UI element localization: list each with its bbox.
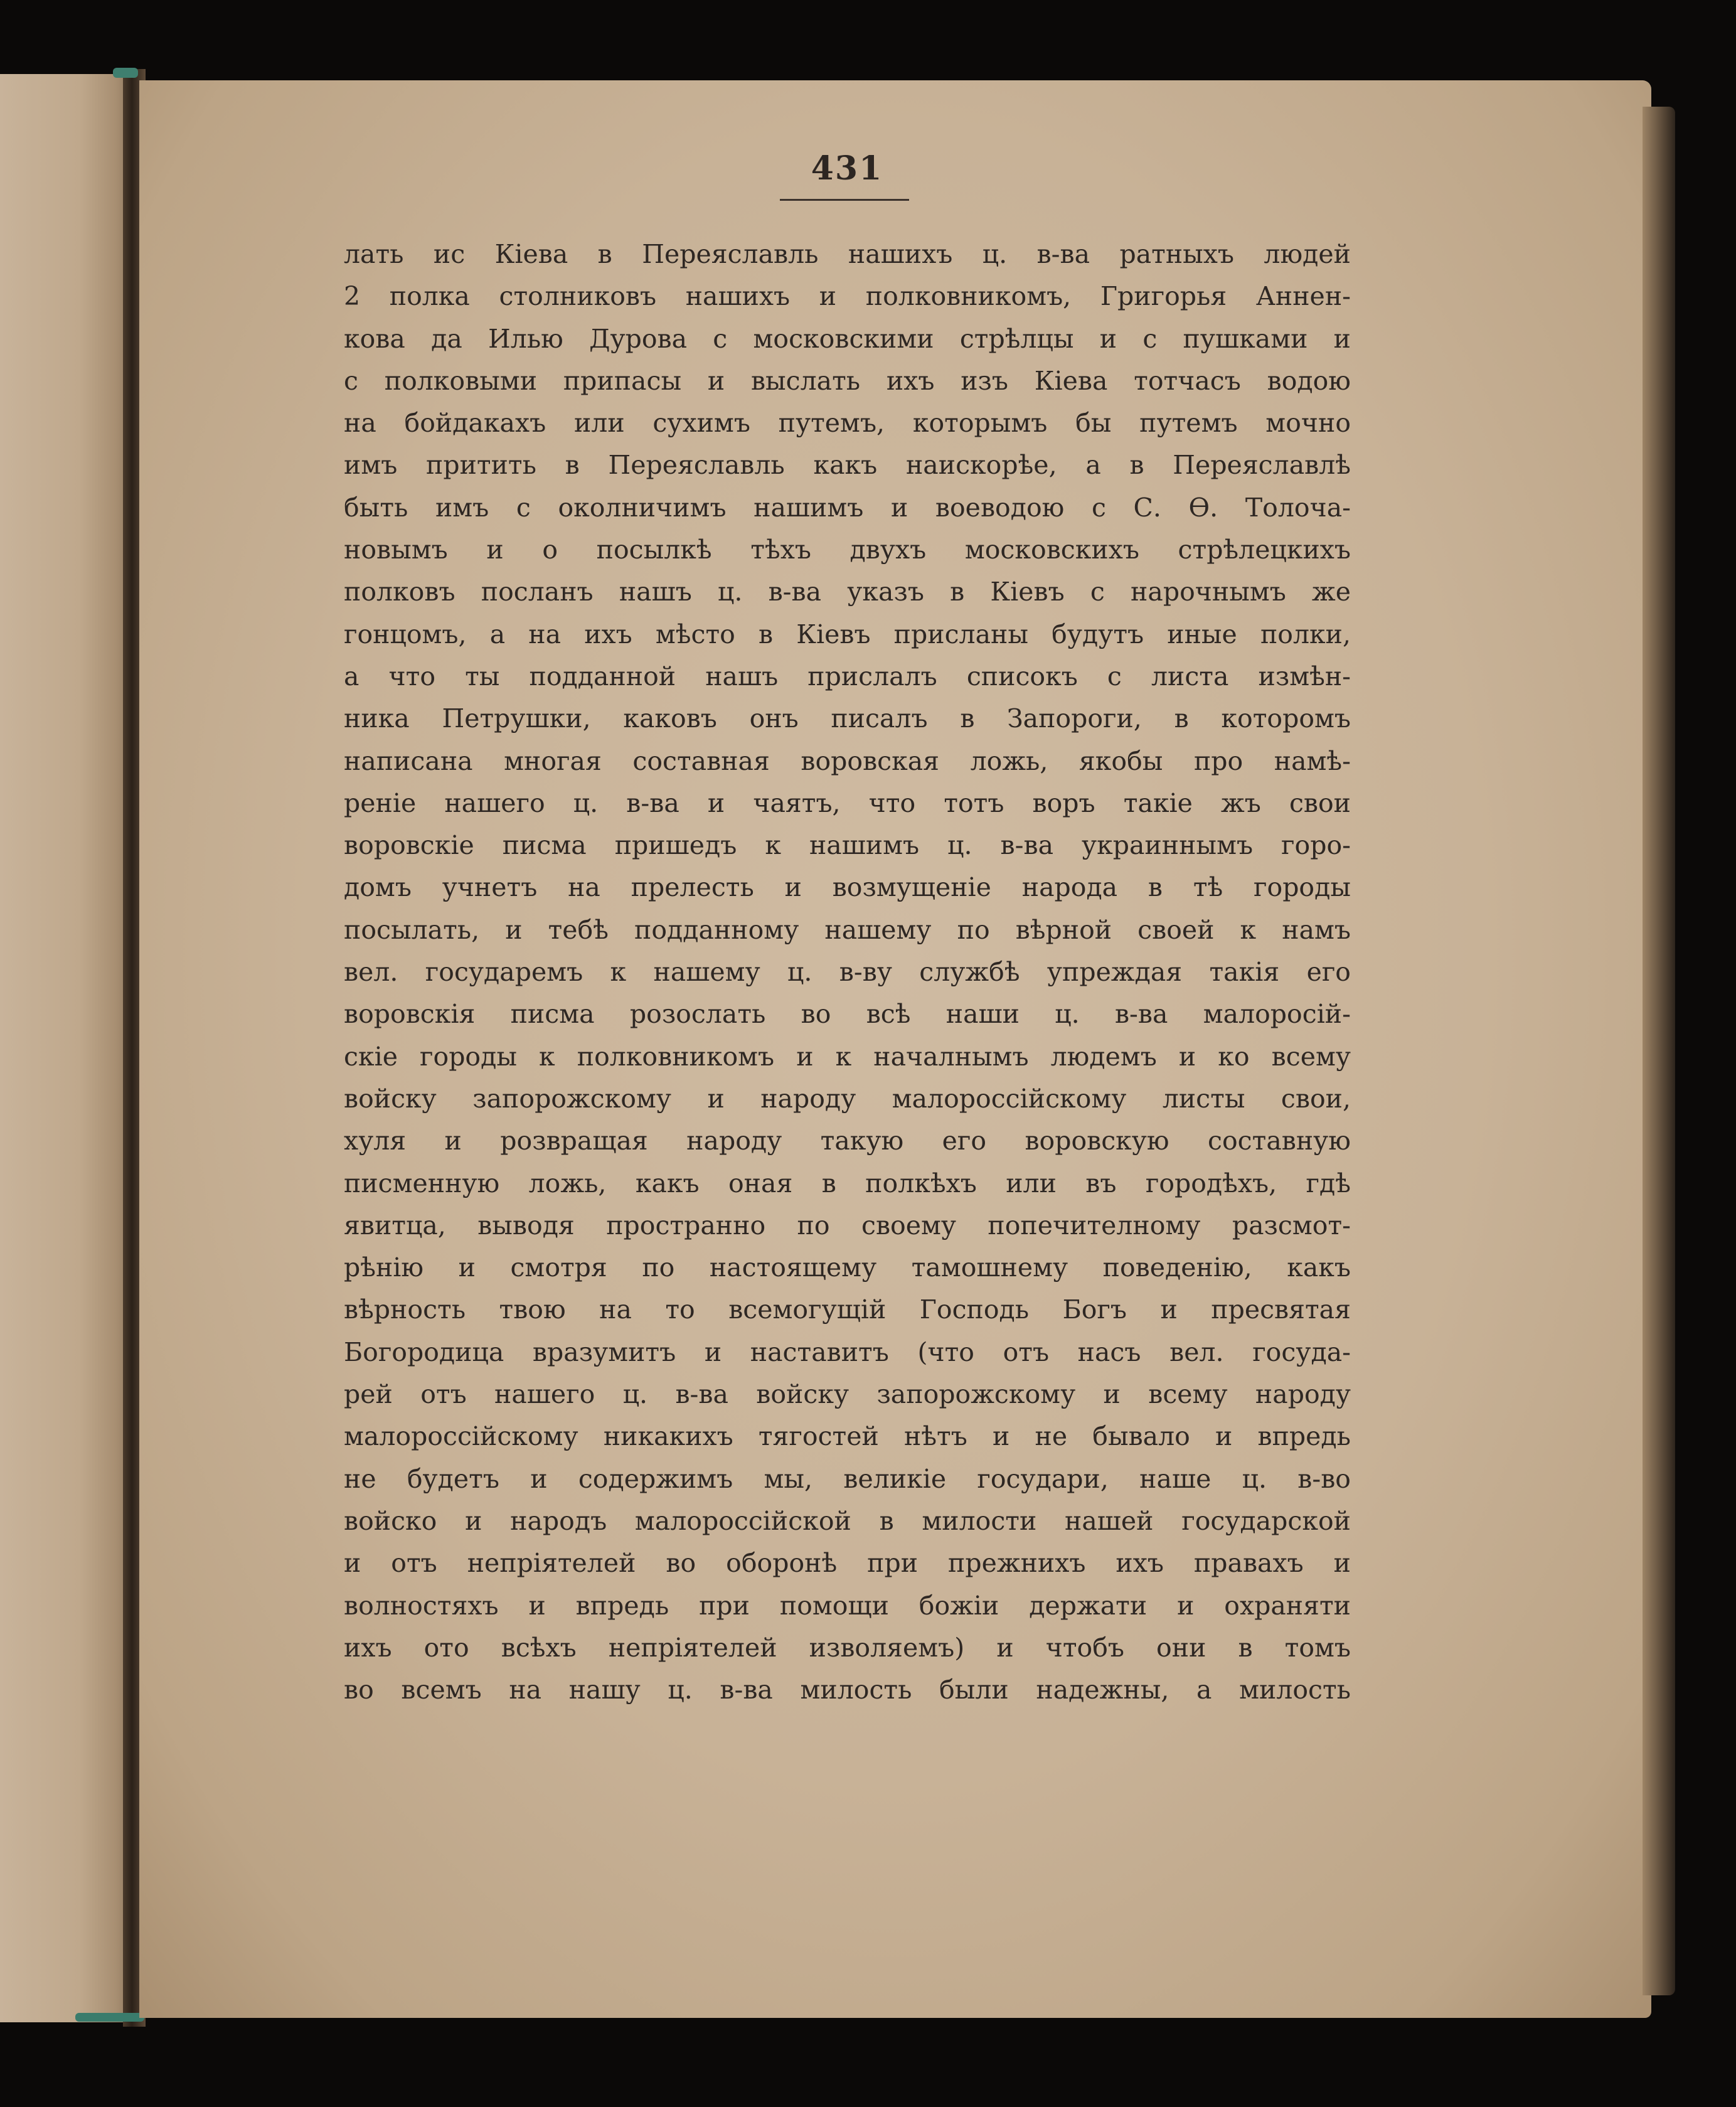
text-line: войску запорожскому и народу малороссійскому листы свои, bbox=[344, 1083, 1351, 1114]
text-line: не будетъ и содержимъ мы, великіе государи, наше ц. в-во bbox=[344, 1463, 1351, 1494]
body-text bbox=[344, 233, 1351, 1711]
text-line: новымъ и о посылкѣ тѣхъ двухъ московскихъ стрѣлецкихъ bbox=[344, 535, 1351, 565]
text-line: явитца, выводя пространно по своему попечителному разсмот- bbox=[344, 1210, 1351, 1240]
text-line: с полковыми припасы и выслать ихъ изъ Кіева тотчасъ водою bbox=[344, 365, 1351, 396]
binding-thread bbox=[75, 2013, 144, 2022]
text-line: во всемъ на нашу ц. в-ва милость были надежны, а милость bbox=[344, 1675, 1351, 1705]
text-line: кова да Илью Дурова с московскими стрѣлцы и с пушками и bbox=[344, 323, 1351, 354]
text-line: лать ис Кіева в Переяславль нашихъ ц. в-ва ратныхъ людей bbox=[344, 239, 1351, 269]
page-number-rule bbox=[780, 199, 909, 201]
text-line: вел. государемъ к нашему ц. в-ву службѣ упреждая такія его bbox=[344, 957, 1351, 988]
text-line: ника Петрушки, каковъ онъ писалъ в Запороги, в которомъ bbox=[344, 703, 1351, 734]
text-line: гонцомъ, а на ихъ мѣсто в Кіевъ присланы будутъ иные полки, bbox=[344, 619, 1351, 649]
text-line: быть имъ с околничимъ нашимъ и воеводою с С. Ѳ. Толоча- bbox=[344, 492, 1351, 523]
text-line: воровскія писма розослать во всѣ наши ц. в-ва малоросій- bbox=[344, 999, 1351, 1030]
text-line: 2 полка столниковъ нашихъ и полковникомъ, Григорья Аннен- bbox=[344, 281, 1351, 312]
text-line: воровскіе писма пришедъ к нашимъ ц. в-ва украиннымъ горо- bbox=[344, 830, 1351, 861]
text-line: волностяхъ и впредь при помощи божіи держати и охраняти bbox=[344, 1590, 1351, 1621]
text-line: реніе нашего ц. в-ва и чаятъ, что тотъ воръ такіе жъ свои bbox=[344, 787, 1351, 818]
text-line: рѣнію и смотря по настоящему тамошнему поведенію, какъ bbox=[344, 1252, 1351, 1283]
page-stack-edge bbox=[1643, 107, 1675, 1995]
text-line: на бойдакахъ или сухимъ путемъ, которымъ бы путемъ мочно bbox=[344, 408, 1351, 439]
text-line: Богородица вразумитъ и наставитъ (что отъ насъ вел. госуда- bbox=[344, 1336, 1351, 1367]
text-line: малороссійскому никакихъ тягостей нѣтъ и не бывало и впредь bbox=[344, 1421, 1351, 1452]
text-line: а что ты подданной нашъ прислалъ списокъ с листа измѣн- bbox=[344, 661, 1351, 691]
text-line: имъ притить в Переяславль какъ наискорѣе, а в Переяславлѣ bbox=[344, 450, 1351, 481]
text-line: хуля и розвращая народу такую его воровскую составную bbox=[344, 1126, 1351, 1156]
binding-thread bbox=[113, 68, 138, 78]
text-line: домъ учнетъ на прелесть и возмущеніе народа в тѣ городы bbox=[344, 872, 1351, 903]
text-line: посылать, и тебѣ подданному нашему по вѣрной своей к намъ bbox=[344, 914, 1351, 945]
text-line: писменную ложь, какъ оная в полкѣхъ или въ городѣхъ, гдѣ bbox=[344, 1168, 1351, 1198]
text-line: написана многая составная воровская ложь, якобы про намѣ- bbox=[344, 745, 1351, 776]
text-line: скіе городы к полковникомъ и к началнымъ людемъ и ко всему bbox=[344, 1041, 1351, 1072]
page-number: 431 bbox=[811, 149, 883, 188]
text-line: вѣрность твою на то всемогущій Господь Богъ и пресвятая bbox=[344, 1294, 1351, 1325]
text-line: войско и народъ малороссійской в милости нашей государской bbox=[344, 1505, 1351, 1536]
text-line: полковъ посланъ нашъ ц. в-ва указъ в Кіевъ с нарочнымъ же bbox=[344, 577, 1351, 607]
text-line: рей отъ нашего ц. в-ва войску запорожскому и всему народу bbox=[344, 1379, 1351, 1410]
text-line: и отъ непріятелей во оборонѣ при прежнихъ ихъ правахъ и bbox=[344, 1548, 1351, 1579]
text-line: ихъ ото всѣхъ непріятелей изволяемъ) и чтобъ они в томъ bbox=[344, 1632, 1351, 1663]
